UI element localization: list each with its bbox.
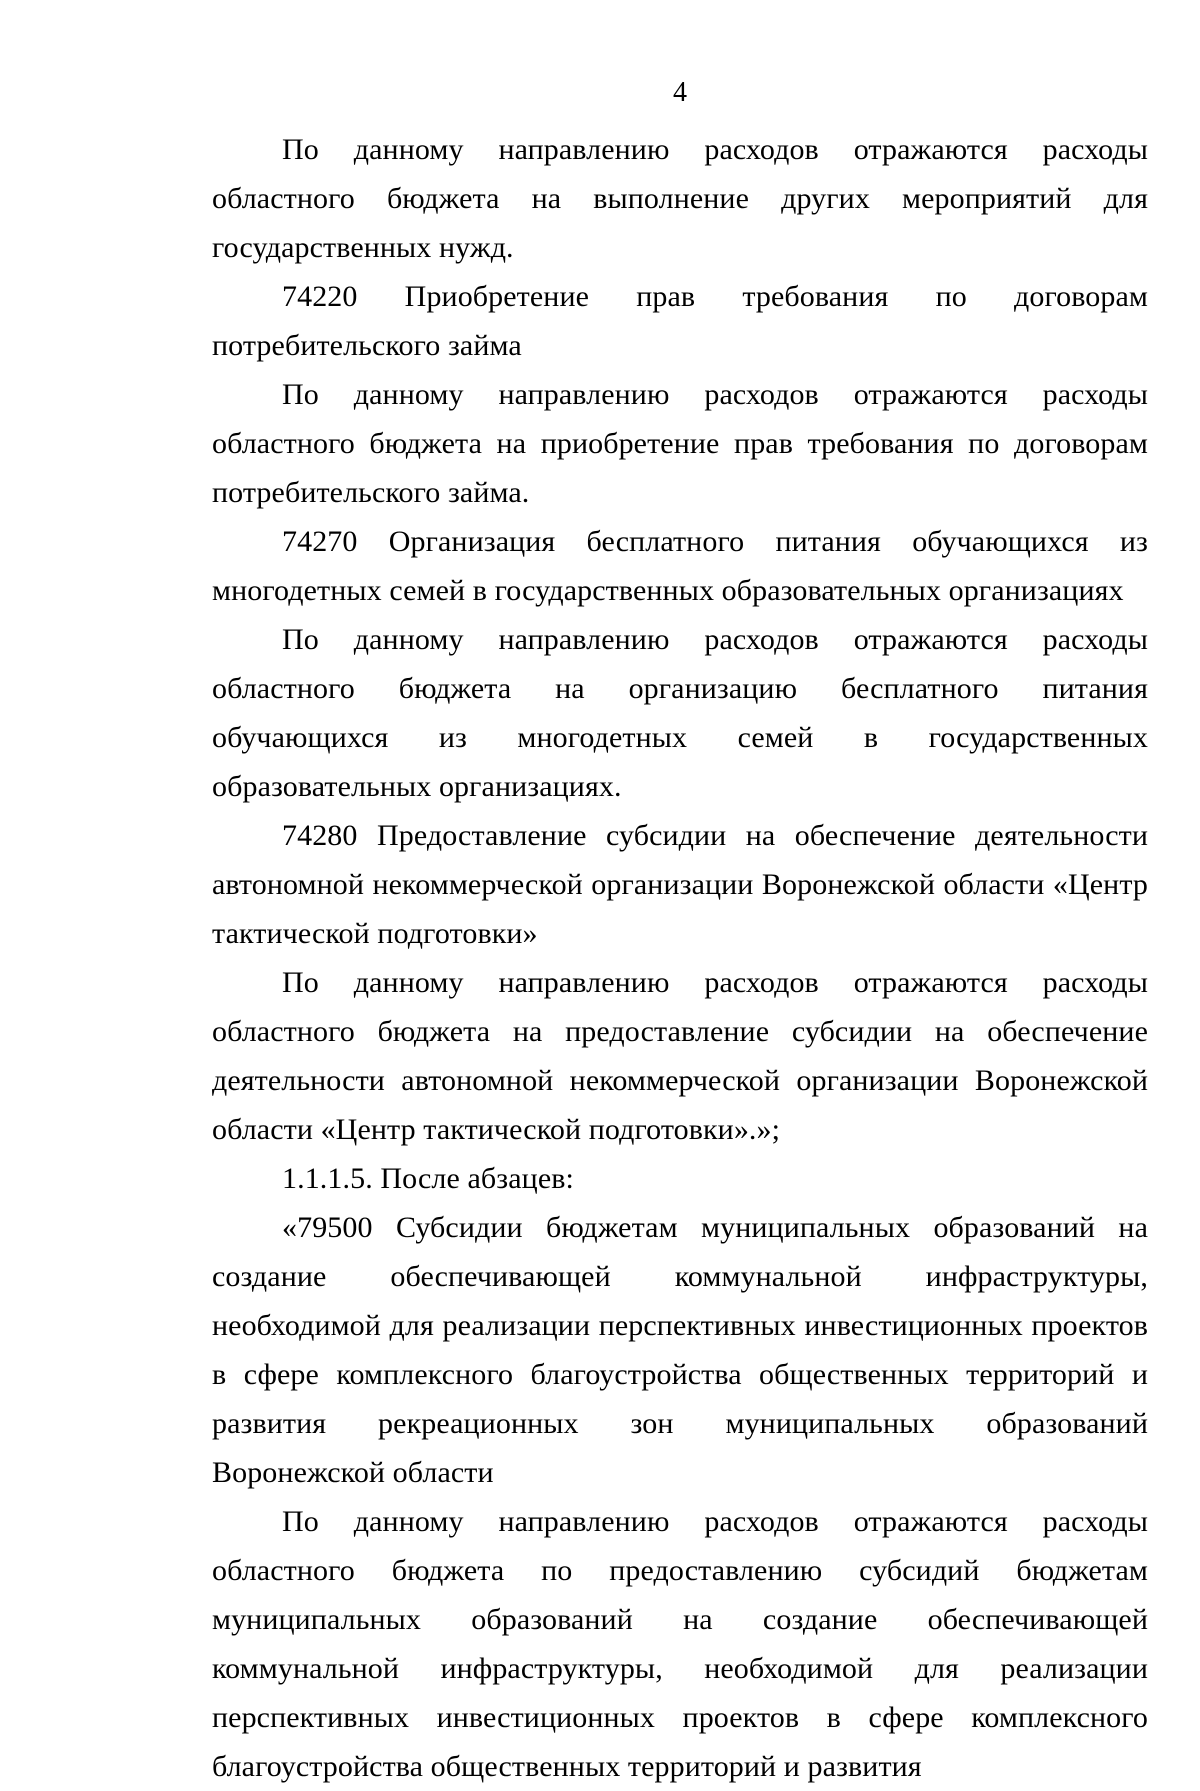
paragraph: По данному направлению расходов отражаются расходы областного бюджета на предоставление субсидии на обеспечение деятельности автономной некоммерческой организации Воронежской области «Центр тактической подготовки».»; [212,966,1148,1146]
section-heading: 74280 Предоставление субсидии на обеспечение деятельности автономной некоммерческой организации Воронежской области «Центр тактической подготовки» [212,819,1148,950]
page-number: 4 [673,77,687,108]
paragraph: По данному направлению расходов отражаются расходы областного бюджета на приобретение прав требования по договорам потребительского займа. [212,378,1148,509]
section-heading: «79500 Субсидии бюджетам муниципальных образований на создание обеспечивающей коммунальной инфраструктуры, необходимой для реализации перспективных инвестиционных проектов в сфере комплексного благоустройства общественных территорий и развития рекреационных зон муниципальных образований Воронежской области [212,1211,1148,1489]
paragraph: По данному направлению расходов отражаются расходы областного бюджета по предоставлению субсидий бюджетам муниципальных образований на создание обеспечивающей коммунальной инфраструктуры, необходимой для реализации перспективных инвестиционных проектов в сфере комплексного благоустройства общественных территорий и развития [212,1505,1148,1783]
clause-heading: 1.1.1.5. После абзацев: [282,1162,574,1195]
section-heading: 74220 Приобретение прав требования по договорам потребительского займа [212,280,1148,362]
section-heading: 74270 Организация бесплатного питания обучающихся из многодетных семей в государственных образовательных организациях [212,525,1148,607]
document-body [212,125,1148,1791]
paragraph: По данному направлению расходов отражаются расходы областного бюджета на организацию бесплатного питания обучающихся из многодетных семей в государственных образовательных организациях. [212,623,1148,803]
paragraph: По данному направлению расходов отражаются расходы областного бюджета на выполнение других мероприятий для государственных нужд. [212,133,1148,264]
